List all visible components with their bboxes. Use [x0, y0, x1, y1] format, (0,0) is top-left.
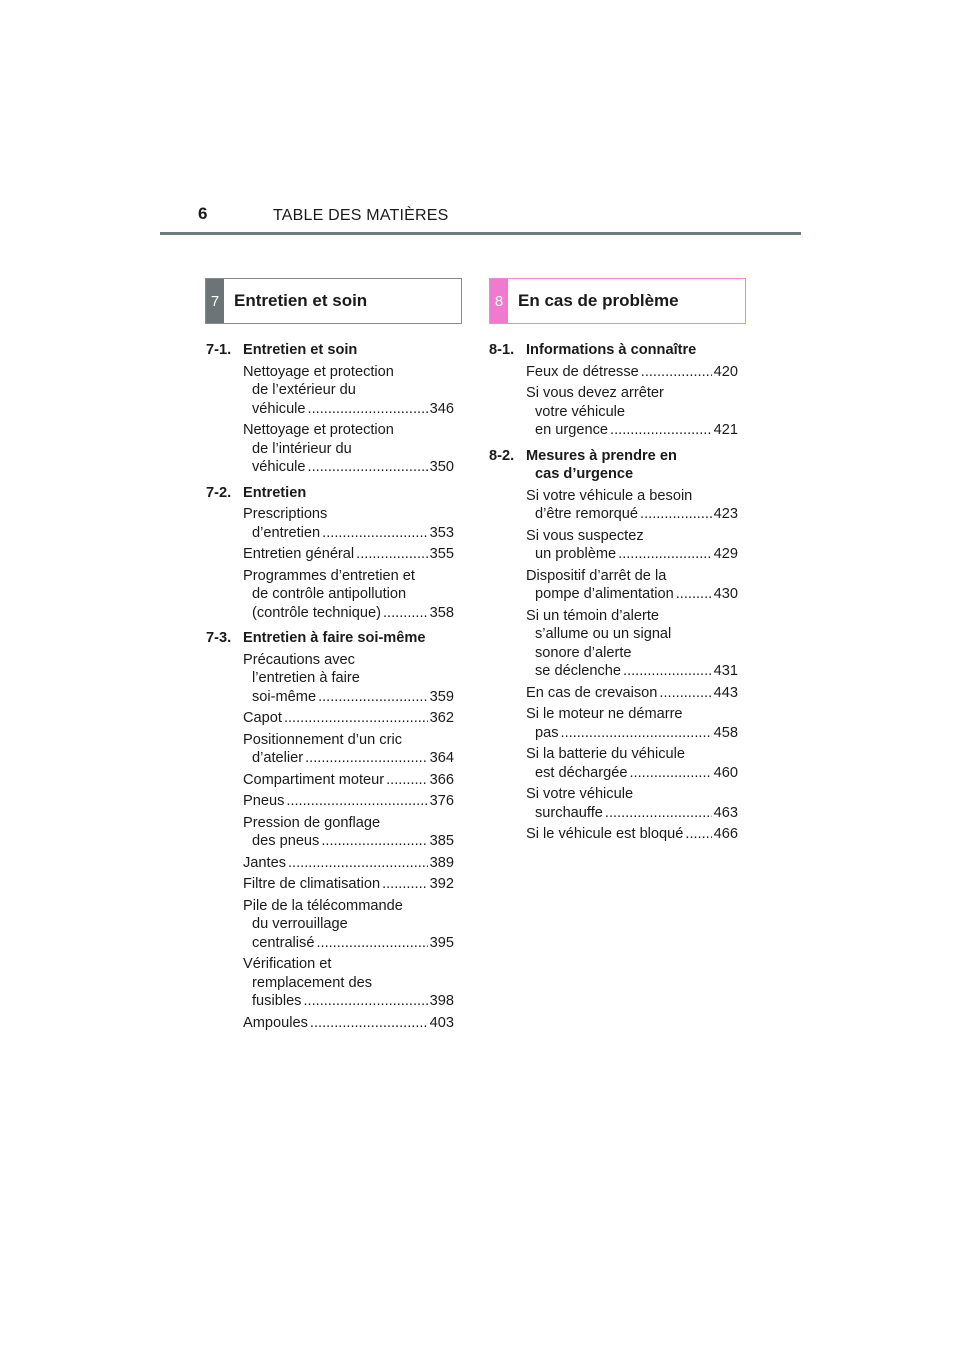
- dot-leader: [676, 585, 712, 604]
- dot-leader: [386, 771, 428, 790]
- toc-entry[interactable]: [526, 363, 738, 382]
- dot-leader: [659, 684, 711, 703]
- page-ref: 385: [429, 833, 454, 849]
- page-ref: 353: [429, 524, 454, 541]
- toc-section: [206, 341, 454, 360]
- toc-column-chapter-8: [489, 341, 738, 844]
- toc-entry-text: Compartiment moteur: [243, 771, 385, 788]
- toc-entry-text: Capot: [243, 710, 282, 726]
- toc-entry-last-line: [526, 545, 738, 564]
- section-code: 8-1.: [489, 342, 515, 358]
- toc-entry-text: Si le moteur ne démarre: [526, 706, 683, 722]
- toc-entry-last-line: [243, 749, 454, 768]
- section-title-line: Entretien et soin: [243, 342, 358, 358]
- toc-entry-text: Vérification et: [243, 956, 332, 972]
- toc-entry-text: de l’intérieur du: [252, 440, 352, 457]
- page-number: 6: [198, 204, 208, 223]
- dot-leader: [610, 421, 712, 440]
- dot-leader: [288, 854, 428, 873]
- toc-entry-text: de contrôle antipollution: [252, 586, 407, 602]
- page-ref: 430: [713, 586, 738, 602]
- section-code: 7-2.: [206, 484, 232, 501]
- toc-entry[interactable]: [243, 567, 454, 623]
- toc-entry[interactable]: [526, 607, 738, 681]
- dot-leader: [605, 804, 712, 823]
- toc-entry-last-line: [243, 458, 454, 477]
- toc-entry[interactable]: [526, 527, 738, 564]
- page-ref: 350: [429, 459, 454, 475]
- toc-entry-last-line: [526, 585, 738, 604]
- chapter-tab-8[interactable]: [489, 278, 746, 324]
- toc-entry[interactable]: [243, 651, 454, 707]
- dot-leader: [561, 724, 712, 743]
- dot-leader: [640, 505, 712, 524]
- dot-leader: [321, 832, 427, 851]
- toc-entry-text: Filtre de climatisation: [243, 876, 381, 892]
- dot-leader: [286, 792, 427, 811]
- toc-entry[interactable]: [243, 1014, 454, 1033]
- toc-entry[interactable]: [243, 897, 454, 953]
- toc-entry-text: véhicule: [252, 400, 306, 417]
- toc-entry-text: d’être remorqué: [535, 506, 639, 522]
- toc-entry-text: Si le véhicule est bloqué: [526, 826, 684, 842]
- toc-entry-text: Si un témoin d’alerte: [526, 607, 660, 624]
- dot-leader: [618, 545, 712, 564]
- toc-section: [206, 629, 454, 648]
- toc-entry[interactable]: [526, 745, 738, 782]
- page-ref: 429: [713, 546, 738, 562]
- toc-entry-last-line: [526, 804, 738, 823]
- toc-entry[interactable]: [243, 955, 454, 1011]
- toc-entry-text: Positionnement d’un cric: [243, 731, 402, 748]
- toc-entry-text: l’entretien à faire: [252, 670, 360, 686]
- toc-entry-text: est déchargée: [535, 764, 628, 781]
- dot-leader: [630, 764, 712, 783]
- toc-entry-text: Feux de détresse: [526, 363, 639, 380]
- page-ref: 395: [429, 934, 454, 951]
- chapter-title: Entretien et soin: [234, 291, 368, 310]
- dot-leader: [310, 1014, 428, 1033]
- toc-entry-text: votre véhicule: [535, 403, 626, 420]
- section-title-line: cas d’urgence: [535, 466, 634, 482]
- section-code: 7-1.: [206, 342, 232, 358]
- page-header-title: TABLE DES MATIÈRES: [273, 207, 449, 224]
- toc-entry-last-line: [243, 688, 454, 707]
- page-ref: 389: [429, 854, 454, 871]
- toc-entry[interactable]: [243, 731, 454, 768]
- page-ref: 358: [429, 604, 454, 621]
- toc-entry-text: Ampoules: [243, 1014, 308, 1031]
- dot-leader: [322, 524, 427, 543]
- dot-leader: [356, 545, 427, 564]
- section-code: 7-3.: [206, 630, 232, 646]
- page-ref: 376: [429, 793, 454, 809]
- dot-leader: [316, 934, 427, 953]
- toc-section: [206, 484, 454, 503]
- chapter-tab-7[interactable]: [205, 278, 462, 324]
- toc-entry-text: sonore d’alerte: [535, 644, 632, 661]
- dot-leader: [305, 749, 428, 768]
- page-ref: 355: [429, 546, 454, 562]
- toc-entry-text: s’allume ou un signal: [535, 626, 672, 642]
- toc-entry-text: centralisé: [252, 934, 315, 951]
- page-ref: 398: [429, 993, 454, 1009]
- toc-entry-text: Nettoyage et protection: [243, 422, 394, 438]
- header-rule: [160, 232, 801, 235]
- toc-entry-text: pompe d’alimentation: [535, 586, 674, 602]
- toc-entry-last-line: [243, 792, 454, 811]
- toc-entry[interactable]: [526, 567, 738, 604]
- toc-entry-last-line: [243, 545, 454, 564]
- dot-leader: [382, 875, 428, 894]
- toc-entry-text: pas: [535, 724, 559, 741]
- dot-leader: [383, 604, 428, 623]
- page-ref: 466: [713, 826, 738, 842]
- toc-entry-last-line: [526, 363, 738, 382]
- toc-entry[interactable]: [243, 421, 454, 477]
- toc-entry-text: un problème: [535, 546, 617, 562]
- toc-section: [489, 447, 738, 484]
- section-title: [243, 341, 357, 360]
- toc-entry-text: Si vous devez arrêter: [526, 385, 664, 401]
- section-title-line: Entretien: [243, 484, 307, 501]
- toc-entry-text: En cas de crevaison: [526, 684, 658, 701]
- toc-entry-last-line: [243, 709, 454, 728]
- toc-entry[interactable]: [526, 684, 738, 703]
- page-ref: 463: [713, 804, 738, 821]
- toc-entry-text: Pneus: [243, 793, 285, 809]
- toc-section: [489, 341, 738, 360]
- toc-entry-last-line: [526, 684, 738, 703]
- toc-entry-text: véhicule: [252, 459, 306, 475]
- page-ref: 366: [429, 771, 454, 788]
- toc-entry-text: Pile de la télécommande: [243, 897, 403, 914]
- dot-leader: [641, 363, 712, 382]
- section-title-line: Informations à connaître: [526, 342, 697, 358]
- toc-entry-last-line: [243, 524, 454, 543]
- toc-entry[interactable]: [243, 363, 454, 419]
- toc-entry-last-line: [243, 400, 454, 419]
- toc-entry-last-line: [526, 825, 738, 844]
- toc-entry-text: (contrôle technique): [252, 604, 381, 621]
- toc-entry[interactable]: [243, 771, 454, 790]
- toc-entry-text: Entretien général: [243, 546, 355, 562]
- dot-leader: [303, 992, 427, 1011]
- toc-entry[interactable]: [243, 505, 454, 542]
- toc-entry[interactable]: [243, 709, 454, 728]
- page-ref: 362: [429, 710, 454, 726]
- page-ref: 359: [429, 688, 454, 705]
- toc-entry-text: Nettoyage et protection: [243, 363, 394, 380]
- toc-entry-text: des pneus: [252, 833, 320, 849]
- chapter-number: 7: [206, 279, 224, 323]
- toc-entry-last-line: [526, 421, 738, 440]
- toc-entry-text: soi-même: [252, 688, 317, 705]
- toc-entry[interactable]: [243, 814, 454, 851]
- toc-entry-last-line: [243, 934, 454, 953]
- toc-entry-last-line: [243, 832, 454, 851]
- toc-entry-text: remplacement des: [252, 974, 373, 991]
- toc-entry-last-line: [526, 764, 738, 783]
- toc-entry-last-line: [526, 662, 738, 681]
- toc-entry-text: Si la batterie du véhicule: [526, 746, 686, 762]
- toc-entry-text: en urgence: [535, 422, 609, 438]
- toc-entry-text: Dispositif d’arrêt de la: [526, 567, 667, 584]
- page-ref: 458: [713, 724, 738, 741]
- page-ref: 423: [713, 506, 738, 522]
- page-ref: 403: [429, 1014, 454, 1031]
- page-ref: 346: [429, 400, 454, 417]
- toc-entry-text: surchauffe: [535, 804, 603, 821]
- toc-entry[interactable]: [526, 825, 738, 844]
- toc-entry-text: du verrouillage: [252, 916, 348, 932]
- toc-entry-text: d’atelier: [252, 750, 304, 766]
- toc-entry-last-line: [526, 724, 738, 743]
- section-title-line: Entretien à faire soi-même: [243, 630, 426, 646]
- toc-entry[interactable]: [243, 875, 454, 894]
- toc-entry-text: d’entretien: [252, 524, 321, 541]
- dot-leader: [623, 662, 712, 681]
- toc-entry[interactable]: [243, 854, 454, 873]
- toc-entry-text: fusibles: [252, 993, 302, 1009]
- toc-entry[interactable]: [243, 545, 454, 564]
- chapter-title: En cas de problème: [518, 291, 679, 310]
- toc-entry-text: Précautions avec: [243, 651, 355, 668]
- toc-entry[interactable]: [526, 705, 738, 742]
- toc-entry-text: Si votre véhicule a besoin: [526, 487, 693, 504]
- toc-entry[interactable]: [243, 792, 454, 811]
- toc-entry-text: de l’extérieur du: [252, 382, 356, 398]
- toc-column-chapter-7: [206, 341, 454, 1032]
- dot-leader: [284, 709, 428, 728]
- toc-entry-last-line: [243, 854, 454, 873]
- toc-entry-last-line: [243, 604, 454, 623]
- toc-entry-text: Jantes: [243, 854, 286, 871]
- section-title: [526, 447, 677, 484]
- page-ref: 364: [429, 750, 454, 766]
- toc-entry-text: Prescriptions: [243, 506, 328, 522]
- section-code: 8-2.: [489, 447, 515, 464]
- toc-entry[interactable]: [526, 487, 738, 524]
- section-title-line: Mesures à prendre en: [526, 447, 677, 464]
- toc-entry-text: Pression de gonflage: [243, 814, 381, 831]
- toc-entry-last-line: [243, 771, 454, 790]
- section-title: [526, 341, 696, 360]
- dot-leader: [308, 458, 428, 477]
- toc-entry[interactable]: [526, 785, 738, 822]
- toc-entry-text: se déclenche: [535, 663, 622, 679]
- dot-leader: [308, 400, 428, 419]
- section-title: [243, 484, 306, 503]
- page-ref: 420: [713, 363, 738, 380]
- toc-entry-last-line: [243, 875, 454, 894]
- dot-leader: [685, 825, 711, 844]
- toc-entry-text: Si votre véhicule: [526, 786, 634, 802]
- page-ref: 443: [713, 684, 738, 701]
- chapter-number: 8: [490, 279, 508, 323]
- toc-entry-last-line: [243, 992, 454, 1011]
- page-ref: 392: [429, 876, 454, 892]
- page-ref: 460: [713, 764, 738, 781]
- toc-entry[interactable]: [526, 384, 738, 440]
- page-ref: 431: [713, 663, 738, 679]
- dot-leader: [318, 688, 428, 707]
- toc-entry-text: Programmes d’entretien et: [243, 567, 415, 584]
- toc-entry-text: Si vous suspectez: [526, 527, 644, 544]
- section-title: [243, 629, 426, 648]
- toc-entry-last-line: [526, 505, 738, 524]
- toc-entry-last-line: [243, 1014, 454, 1033]
- page-ref: 421: [713, 422, 738, 438]
